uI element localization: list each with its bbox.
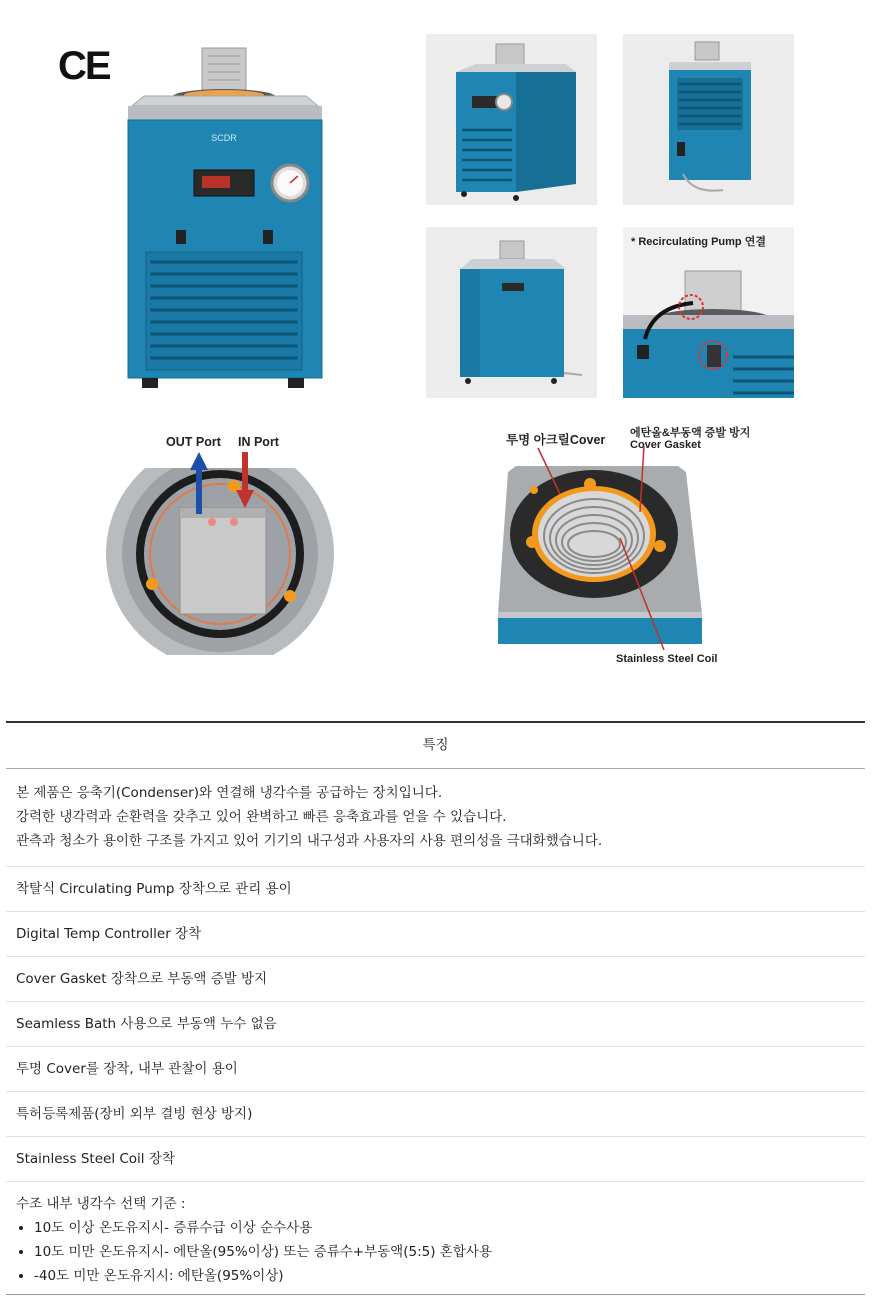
feature-row: 특허등록제품(장비 외부 결빙 현상 방지)	[6, 1092, 865, 1137]
intro-line: 관측과 청소가 용이한 구조를 가지고 있어 기기의 내구성과 사용자의 사용 편의성을 극대화했습니다.	[16, 833, 603, 849]
brand-text: SCDR	[211, 133, 237, 143]
ce-mark: CE	[58, 44, 110, 88]
cover-detail-image	[494, 446, 714, 652]
port-detail-image	[104, 450, 336, 655]
thumbnail-pump-connection	[623, 227, 794, 398]
gasket-label-line1: 에탄올&부동액 증발 방지	[630, 427, 751, 439]
thumbnail-angled-view	[426, 34, 597, 205]
acrylic-cover-label: 투명 아크릴Cover	[506, 433, 606, 447]
in-port-label: IN Port	[238, 435, 279, 449]
features-intro	[6, 769, 865, 867]
intro-line: 본 제품은 응축기(Condenser)와 연결해 냉각수를 공급하는 장치입니다.	[16, 785, 443, 801]
coolant-item: • 10도 이상 온도유지시- 증류수급 이상 순수사용	[34, 1216, 855, 1240]
feature-row: Stainless Steel Coil 장착	[6, 1137, 865, 1182]
pump-connection-label: * Recirculating Pump 연결	[631, 236, 766, 248]
coolant-list	[16, 1216, 855, 1288]
chiller-main-image	[120, 40, 330, 395]
coolant-item: • -40도 미만 온도유지시: 에탄올(95%이상)	[34, 1264, 855, 1288]
coolant-item: • 10도 미만 온도유지시- 에탄올(95%이상) 또는 증류수+부동액(5:5) 혼합사용	[34, 1240, 855, 1264]
features-table	[6, 721, 865, 1295]
feature-row: Cover Gasket 장착으로 부동액 증발 방지	[6, 957, 865, 1002]
feature-row: 착탈식 Circulating Pump 장착으로 관리 용이	[6, 867, 865, 912]
feature-row: Seamless Bath 사용으로 부동액 누수 없음	[6, 1002, 865, 1047]
features-header: 특징	[6, 723, 865, 769]
out-port-label: OUT Port	[166, 435, 221, 449]
coolant-guide	[6, 1182, 865, 1294]
gasket-label-line2: Cover Gasket	[630, 439, 701, 451]
thumbnail-rear-view	[623, 34, 794, 205]
coil-label: Stainless Steel Coil	[616, 653, 718, 665]
feature-row: Digital Temp Controller 장착	[6, 912, 865, 957]
thumbnail-side-view	[426, 227, 597, 398]
intro-line: 강력한 냉각력과 순환력을 갖추고 있어 완벽하고 빠른 응축효과를 얻을 수 있습니다.	[16, 809, 507, 825]
coolant-title: 수조 내부 냉각수 선택 기준 :	[16, 1196, 186, 1212]
feature-row: 투명 Cover를 장착, 내부 관찰이 용이	[6, 1047, 865, 1092]
